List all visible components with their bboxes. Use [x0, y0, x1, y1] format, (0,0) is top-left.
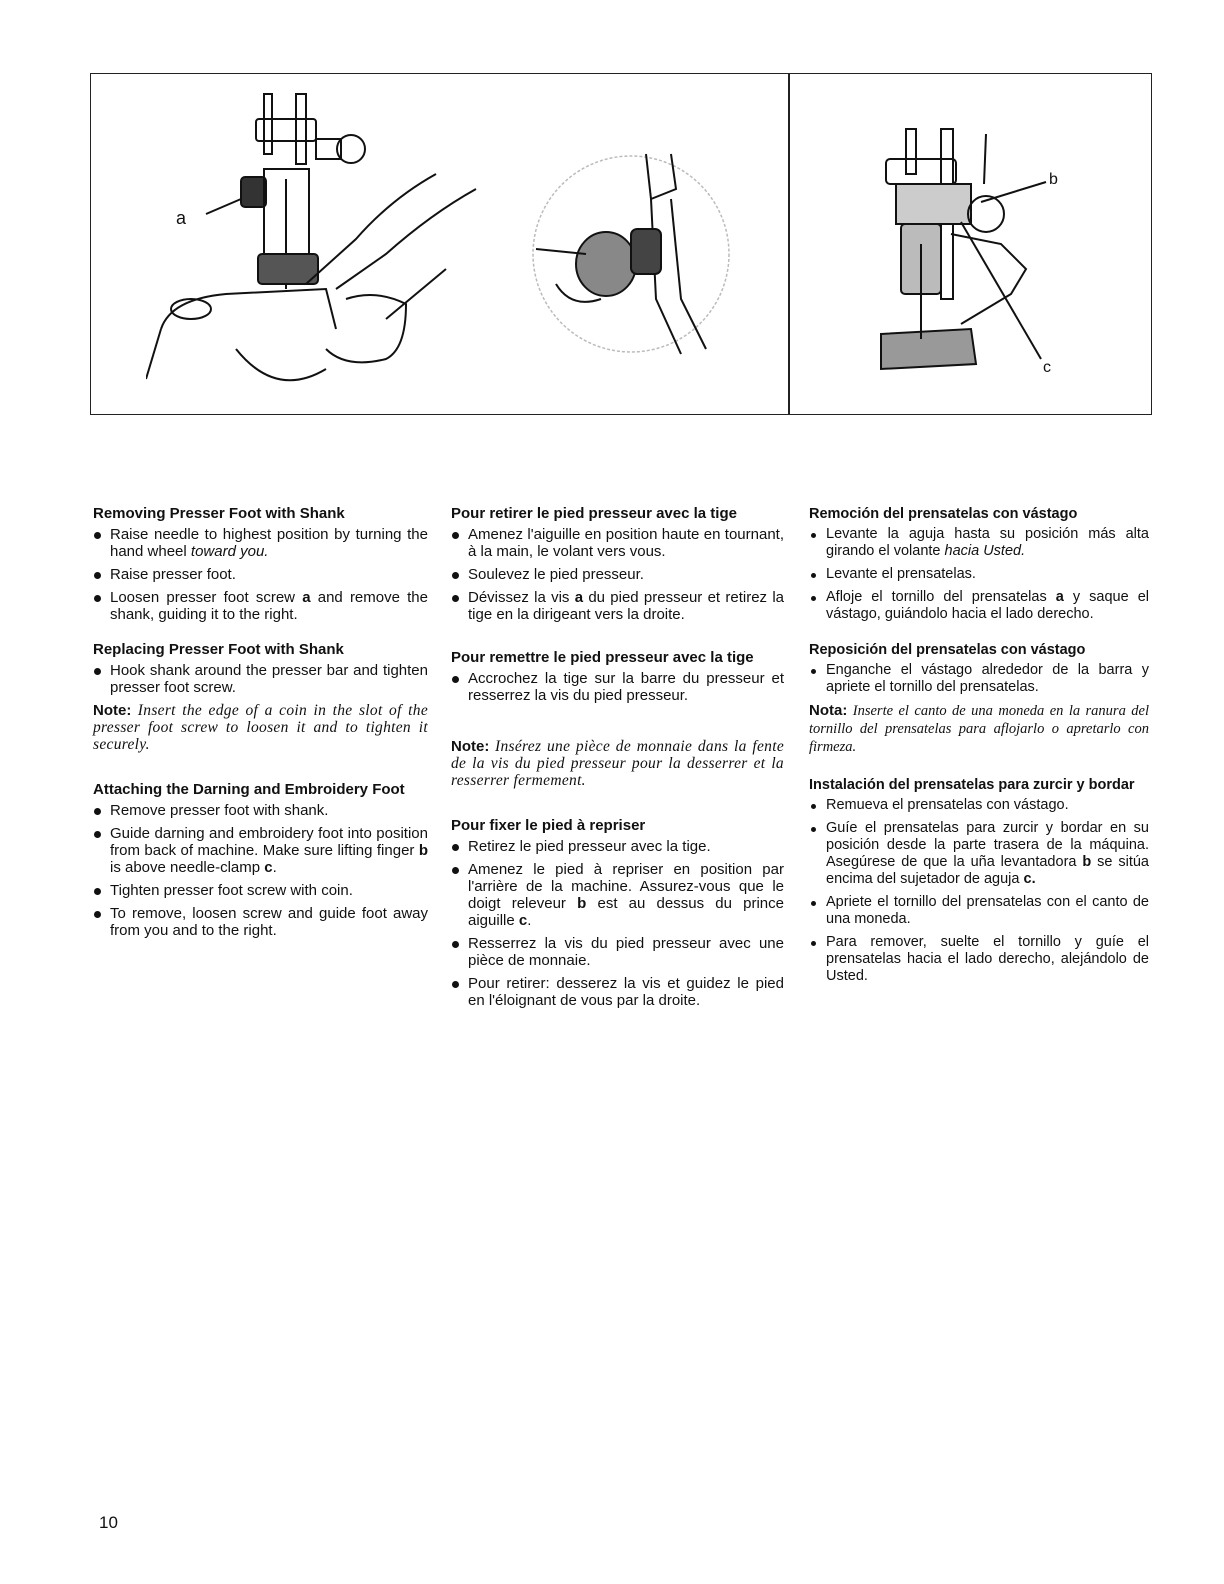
darning-foot-illustration [861, 124, 1101, 384]
column-english [93, 505, 428, 945]
list-item: To remove, loosen screw and guide foot away from you and to the right. [93, 905, 428, 939]
heading-remocion-prensatelas: Remoción del prensatelas con vástago [809, 506, 1078, 522]
list-item: Para remover, suelte el tornillo y guíe el prensatelas hacia el lado derecho, alejándolo de Usted. [809, 934, 1149, 985]
list-remocion-steps [809, 526, 1149, 623]
list-item: Amenez le pied à repriser en position par l'arrière de la machine. Assurez-vous que le doigt releveur b est au dessus du prince aiguille c. [451, 861, 784, 929]
list-item: Resserrez la vis du pied presseur avec une pièce de monnaie. [451, 935, 784, 969]
list-remettre-steps [451, 670, 784, 704]
heading-remove-presser-foot: Removing Presser Foot with Shank [93, 505, 345, 522]
list-item: Soulevez le pied presseur. [451, 566, 784, 583]
heading-attach-darning-foot: Attaching the Darning and Embroidery Foot [93, 781, 405, 798]
list-item: Apriete el tornillo del prensatelas con el canto de una moneda. [809, 894, 1149, 928]
list-item: Guide darning and embroidery foot into position from back of machine. Make sure lifting finger b is above needle-clamp c. [93, 825, 428, 876]
list-item: Levante el prensatelas. [809, 566, 1149, 583]
note-coin: Note: Insert the edge of a coin in the slot of the presser foot screw to loosen it and to tighten it securely. [93, 702, 428, 753]
list-item: Enganche el vástago alrededor de la barra y apriete el tornillo del prensatelas. [809, 662, 1149, 696]
list-item: Levante la aguja hasta su posición más alta girando el volante hacia Usted. [809, 526, 1149, 560]
list-retirer-steps [451, 526, 784, 623]
heading-remettre-pied: Pour remettre le pied presseur avec la tige [451, 649, 754, 666]
illustration-divider [788, 74, 790, 414]
list-reposicion-steps [809, 662, 1149, 696]
coin-screw-illustration [531, 149, 731, 364]
list-item: Remove presser foot with shank. [93, 802, 428, 819]
list-item: Raise needle to highest position by turning the hand wheel toward you. [93, 526, 428, 560]
heading-replace-presser-foot: Replacing Presser Foot with Shank [93, 641, 344, 658]
list-item: Retirez le pied presseur avec la tige. [451, 838, 784, 855]
list-item: Afloje el tornillo del prensatelas a y saque el vástago, guiándolo hacia el lado derecho. [809, 589, 1149, 623]
figure-remove-presser-foot [146, 89, 536, 404]
label-a: a [176, 208, 187, 228]
list-item: Hook shank around the presser bar and tighten presser foot screw. [93, 662, 428, 696]
list-item: Accrochez la tige sur la barre du presseur et resserrez la vis du pied presseur. [451, 670, 784, 704]
list-item: Amenez l'aiguille en position haute en tournant, à la main, le volant vers vous. [451, 526, 784, 560]
column-spanish [809, 505, 1149, 991]
list-item: Guíe el prensatelas para zurcir y bordar en su posición desde la parte trasera de la máquina. Asegúrese de que la uña levantadora b se sitúa encima del sujetador de aguja c. [809, 820, 1149, 888]
heading-instalacion-zurcir: Instalación del prensatelas para zurcir y bordar [809, 777, 1135, 793]
presser-foot-illustration [146, 89, 536, 404]
note-monnaie: Note: Insérez une pièce de monnaie dans la fente de la vis du pied presseur pour la desserrer et la resserrer fermement. [451, 738, 784, 789]
page-number: 10 [99, 1513, 118, 1532]
list-instalacion-steps [809, 797, 1149, 985]
heading-retirer-pied: Pour retirer le pied presseur avec la tige [451, 505, 737, 522]
list-item: Dévissez la vis a du pied presseur et retirez la tige en la dirigeant vers la droite. [451, 589, 784, 623]
list-item: Tighten presser foot screw with coin. [93, 882, 428, 899]
label-b: b [1049, 171, 1058, 188]
list-item: Loosen presser foot screw a and remove the shank, guiding it to the right. [93, 589, 428, 623]
figure-darning-foot [861, 124, 1101, 384]
note-moneda: Nota: Inserte el canto de una moneda en la ranura del tornillo del prensatelas para aflojarlo o apretarlo con firmeza. [809, 702, 1149, 755]
column-french [451, 505, 784, 1015]
list-attach-steps [93, 802, 428, 939]
list-item: Pour retirer: desserez la vis et guidez le pied en l'éloignant de vous par la droite. [451, 975, 784, 1009]
list-remove-steps [93, 526, 428, 623]
heading-fixer-pied-repriser: Pour fixer le pied à repriser [451, 817, 646, 834]
list-item: Raise presser foot. [93, 566, 428, 583]
figure-coin-screw [531, 149, 731, 364]
illustration-frame [90, 73, 1152, 415]
heading-reposicion-prensatelas: Reposición del prensatelas con vástago [809, 642, 1086, 658]
list-replace-steps [93, 662, 428, 696]
list-item: Remueva el prensatelas con vástago. [809, 797, 1149, 814]
label-c: c [1043, 359, 1051, 376]
list-fixer-steps [451, 838, 784, 1009]
